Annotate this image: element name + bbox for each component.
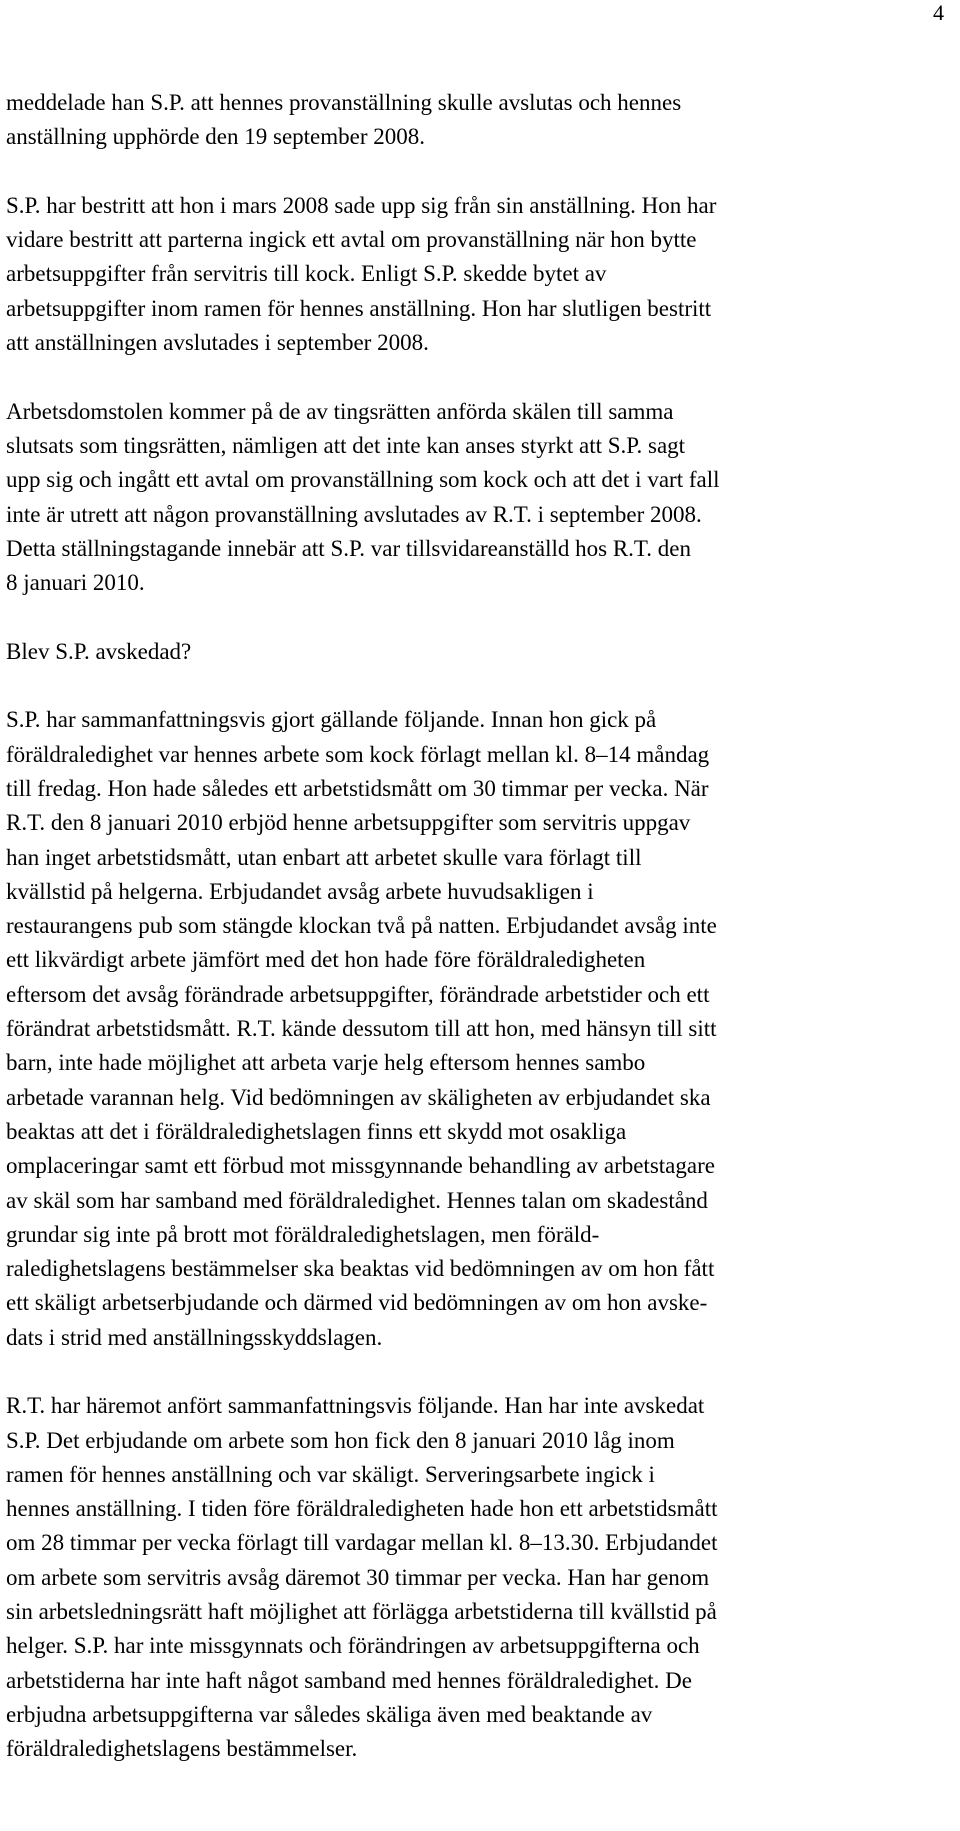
text-line: grundar sig inte på brott mot föräldraledighetslagen, men föräld-	[6, 1221, 600, 1247]
text-line: att anställningen avslutades i september 2008.	[6, 330, 429, 356]
page-number: 4	[933, 0, 944, 25]
document-body	[6, 86, 954, 1801]
text-line: R.T. har häremot anfört sammanfattningsvis följande. Han har inte avskedat	[6, 1393, 705, 1419]
text-line: sin arbetsledningsrätt haft möjlighet att förlägga arbetstiderna till kvällstid på	[6, 1599, 717, 1625]
text-line: föräldraledighetslagens bestämmelser.	[6, 1736, 358, 1762]
text-line: S.P. har sammanfattningsvis gjort gällande följande. Innan hon gick på	[6, 707, 657, 733]
text-line: slutsats som tingsrätten, nämligen att det inte kan anses styrkt att S.P. sagt	[6, 432, 686, 458]
paragraph-1	[6, 86, 954, 155]
text-line: han inget arbetstidsmått, utan enbart att arbetet skulle vara förlagt till	[6, 844, 642, 870]
paragraph-3	[6, 395, 954, 601]
text-line: arbetsuppgifter inom ramen för hennes anställning. Hon har slutligen bestritt	[6, 295, 712, 321]
text-line: barn, inte hade möjlighet att arbeta varje helg eftersom hennes sambo	[6, 1050, 646, 1076]
text-line: dats i strid med anställningsskyddslagen.	[6, 1324, 383, 1350]
text-line: hennes anställning. I tiden före föräldraledigheten hade hon ett arbetstidsmått	[6, 1496, 718, 1522]
text-line: R.T. den 8 januari 2010 erbjöd henne arbetsuppgifter som servitris uppgav	[6, 810, 691, 836]
text-line: eftersom det avsåg förändrade arbetsuppgifter, förändrade arbetstider och ett	[6, 981, 710, 1007]
text-line: vidare bestritt att parterna ingick ett avtal om provanställning när hon bytte	[6, 227, 697, 253]
heading-text: Blev S.P. avskedad?	[6, 638, 192, 664]
text-line: S.P. Det erbjudande om arbete som hon fick den 8 januari 2010 låg inom	[6, 1427, 675, 1453]
text-line: beaktas att det i föräldraledighetslagen finns ett skydd mot osakliga	[6, 1118, 627, 1144]
text-line: ramen för hennes anställning och var skäligt. Serveringsarbete ingick i	[6, 1461, 655, 1487]
text-line: omplaceringar samt ett förbud mot missgynnande behandling av arbetstagare	[6, 1153, 715, 1179]
paragraph-5	[6, 703, 954, 1355]
text-line: om arbete som servitris avsåg däremot 30 timmar per vecka. Han har genom	[6, 1564, 710, 1590]
text-line: ett skäligt arbetserbjudande och därmed vid bedömningen av om hon avske-	[6, 1290, 708, 1316]
paragraph-2	[6, 189, 954, 360]
text-line: anställning upphörde den 19 september 2008.	[6, 124, 426, 150]
text-line: kvällstid på helgerna. Erbjudandet avsåg arbete huvudsakligen i	[6, 878, 594, 904]
text-line: arbetsuppgifter från servitris till kock. Enligt S.P. skedde bytet av	[6, 261, 607, 287]
paragraph-6	[6, 1389, 954, 1766]
text-line: meddelade han S.P. att hennes provanställning skulle avslutas och hennes	[6, 90, 682, 115]
text-line: ett likvärdigt arbete jämfört med det hon hade före föräldraledigheten	[6, 947, 646, 973]
text-line: upp sig och ingått ett avtal om provanställning som kock och att det i vart fall	[6, 467, 720, 493]
text-line: till fredag. Hon hade således ett arbetstidsmått om 30 timmar per vecka. När	[6, 775, 709, 801]
text-line: helger. S.P. har inte missgynnats och förändringen av arbetsuppgifterna och	[6, 1633, 700, 1659]
text-line: Arbetsdomstolen kommer på de av tingsrätten anförda skälen till samma	[6, 398, 674, 424]
text-line: av skäl som har samband med föräldraledighet. Hennes talan om skadestånd	[6, 1187, 708, 1213]
text-line: erbjudna arbetsuppgifterna var således skäliga även med beaktande av	[6, 1701, 653, 1727]
section-heading	[6, 635, 954, 669]
text-line: restaurangens pub som stängde klockan två på natten. Erbjudandet avsåg inte	[6, 913, 717, 939]
text-line: förändrat arbetstidsmått. R.T. kände dessutom till att hon, med hänsyn till sitt	[6, 1016, 717, 1042]
text-line: 8 januari 2010.	[6, 570, 145, 596]
text-line: om 28 timmar per vecka förlagt till vardagar mellan kl. 8–13.30. Erbjudandet	[6, 1530, 718, 1556]
text-line: raledighetslagens bestämmelser ska beaktas vid bedömningen av om hon fått	[6, 1256, 715, 1282]
text-line: arbetstiderna har inte haft något samband med hennes föräldraledighet. De	[6, 1667, 692, 1693]
text-line: S.P. har bestritt att hon i mars 2008 sade upp sig från sin anställning. Hon har	[6, 192, 717, 218]
text-line: arbetade varannan helg. Vid bedömningen av skäligheten av erbjudandet ska	[6, 1084, 711, 1110]
text-line: Detta ställningstagande innebär att S.P. var tillsvidareanställd hos R.T. den	[6, 535, 691, 561]
text-line: inte är utrett att någon provanställning avslutades av R.T. i september 2008.	[6, 501, 702, 527]
text-line: föräldraledighet var hennes arbete som kock förlagt mellan kl. 8–14 måndag	[6, 741, 710, 767]
